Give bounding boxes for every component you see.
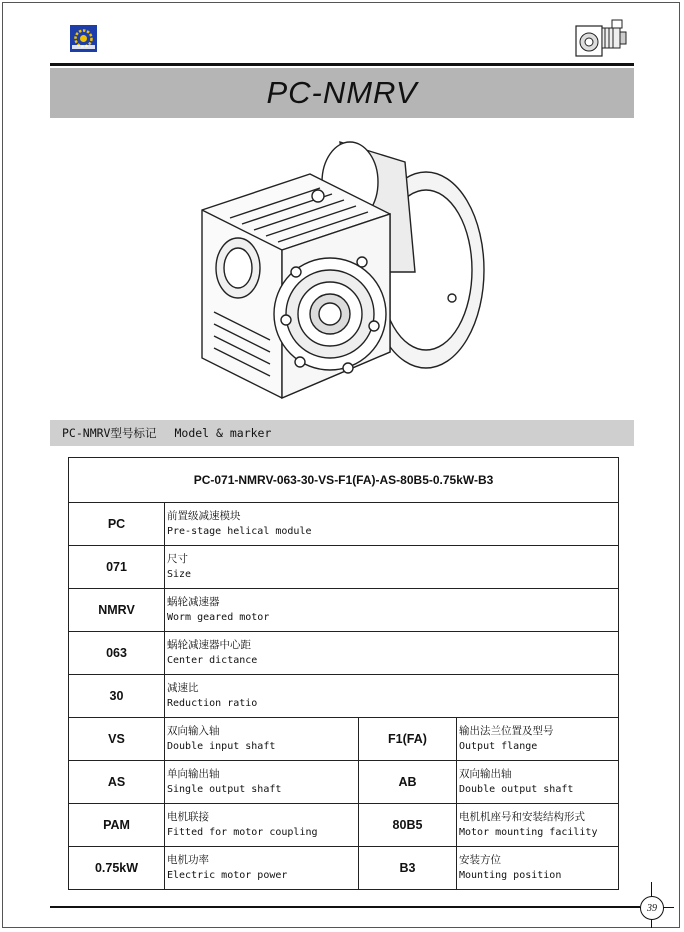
row-code: AS [69, 761, 165, 804]
table-row [69, 761, 619, 804]
row-code: 30 [69, 675, 165, 718]
row-desc-zh: 蜗轮减速器 [167, 596, 220, 608]
row-description-secondary [457, 804, 619, 847]
table-row [69, 632, 619, 675]
company-logo-icon [70, 25, 97, 52]
row-desc-zh: 输出法兰位置及型号 [459, 725, 554, 737]
table-row [69, 675, 619, 718]
row-desc-en: Electric motor power [167, 870, 288, 881]
title-band [50, 68, 634, 118]
section-label-en: Model & marker [174, 426, 272, 440]
model-code-row [69, 458, 619, 503]
row-desc-en: Pre-stage helical module [167, 526, 312, 537]
row-desc-zh: 电机联接 [167, 811, 209, 823]
row-code-secondary: B3 [359, 847, 457, 890]
row-description [165, 718, 359, 761]
row-desc-zh: 前置级减速模块 [167, 510, 241, 522]
row-desc-en: Double input shaft [167, 741, 276, 752]
row-description [165, 589, 619, 632]
row-desc-en: Center dictance [167, 655, 258, 666]
row-desc-zh: 双向输出轴 [459, 768, 512, 780]
table-row [69, 847, 619, 890]
row-desc-en: Output flange [459, 741, 538, 752]
row-code: VS [69, 718, 165, 761]
row-code: 071 [69, 546, 165, 589]
row-desc-en: Worm geared motor [167, 612, 270, 623]
page-title: PC-NMRV [266, 75, 418, 110]
row-desc-zh: 单向输出轴 [167, 768, 220, 780]
row-description [165, 804, 359, 847]
table-row [69, 589, 619, 632]
model-code: PC-071-NMRV-063-30-VS-F1(FA)-AS-80B5-0.75kW-B3 [69, 458, 619, 503]
table-row [69, 546, 619, 589]
row-description [165, 632, 619, 675]
row-desc-zh: 蜗轮减速器中心距 [167, 639, 251, 651]
row-description-secondary [457, 718, 619, 761]
table-row [69, 503, 619, 546]
bottom-rule [50, 906, 640, 908]
model-spec-table [68, 457, 619, 890]
row-description [165, 847, 359, 890]
row-desc-en: Size [167, 569, 192, 580]
row-desc-en: Fitted for motor coupling [167, 827, 318, 838]
section-band [50, 420, 634, 446]
row-desc-en: Mounting position [459, 870, 562, 881]
row-description [165, 546, 619, 589]
row-code: PC [69, 503, 165, 546]
gearmotor-thumbnail-icon [574, 14, 628, 60]
row-desc-en: Reduction ratio [167, 698, 258, 709]
row-description [165, 761, 359, 804]
row-desc-zh: 安装方位 [459, 854, 501, 866]
row-code: 0.75kW [69, 847, 165, 890]
worm-gearbox-with-helical-prestage-icon [190, 122, 490, 420]
table-row [69, 804, 619, 847]
row-description [165, 675, 619, 718]
row-code-secondary: 80B5 [359, 804, 457, 847]
row-desc-zh: 电机功率 [167, 854, 209, 866]
row-description-secondary [457, 761, 619, 804]
row-desc-en: Single output shaft [167, 784, 282, 795]
row-code-secondary: AB [359, 761, 457, 804]
row-desc-zh: 尺寸 [167, 553, 188, 565]
row-code: 063 [69, 632, 165, 675]
row-desc-en: Double output shaft [459, 784, 574, 795]
row-desc-en: Motor mounting facility [459, 827, 598, 838]
page-number: 39 [640, 896, 664, 920]
top-rule [50, 63, 634, 66]
row-desc-zh: 减速比 [167, 682, 199, 694]
row-code: NMRV [69, 589, 165, 632]
table-row [69, 718, 619, 761]
row-desc-zh: 电机机座号和安装结构形式 [459, 811, 585, 823]
row-code: PAM [69, 804, 165, 847]
row-code-secondary: F1(FA) [359, 718, 457, 761]
row-description [165, 503, 619, 546]
row-desc-zh: 双向输入轴 [167, 725, 220, 737]
section-label-zh: PC-NMRV型号标记 [62, 426, 157, 440]
row-description-secondary [457, 847, 619, 890]
